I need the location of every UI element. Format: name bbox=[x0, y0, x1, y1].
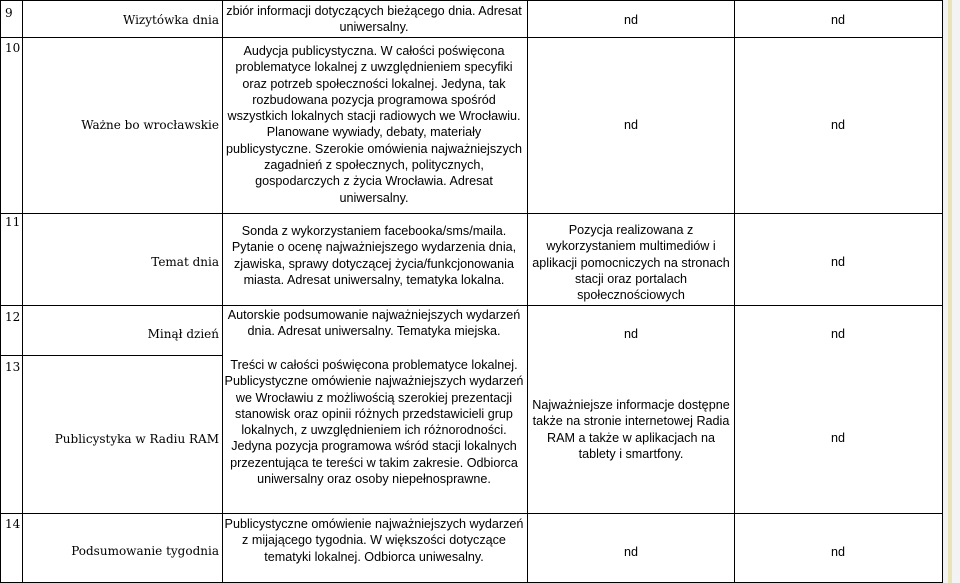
column-divider bbox=[22, 1, 23, 582]
program-description: zbiór informacji dotyczących bieżącego dnia. Adresat uniwersalny. bbox=[226, 4, 522, 35]
program-description: Publicystyczne omówienie najważniejszych wydarzeń z mijającego tygodnia. W większości dotyczące tematyki lokalnej. Odbiorca uniwesalny. bbox=[224, 517, 524, 564]
program-description: Autorskie podsumowanie najważniejszych wydarzeń dnia. Adresat uniwersalny. Tematyka miejska. bbox=[227, 308, 521, 339]
program-name: Ważne bo wrocławskie bbox=[81, 118, 219, 132]
multimedia-cell: Najważniejsze informacje dostępne także na stronie internetowej Radia RAM a także w aplikacjach na tablety i smartfony. bbox=[532, 398, 730, 461]
row-number: 14 bbox=[5, 517, 21, 531]
page-edge bbox=[943, 0, 960, 583]
row-divider bbox=[1, 37, 942, 38]
program-name: Minął dzień bbox=[147, 327, 219, 341]
extra-cell: nd bbox=[830, 118, 845, 132]
extra-cell: nd bbox=[830, 255, 845, 269]
row-divider bbox=[1, 355, 222, 356]
multimedia-cell: nd bbox=[623, 327, 638, 341]
program-description: Treści w całości poświęcona problematyce lokalnej. Publicystyczne omówienie najważniejszych wydarzeń we Wrocławiu z możliwością szerokiej prezentacji stanowisk oraz opinii różnych przedstawicieli grup lokalnych, z uwzględnieniem ich różnorodności. Jedyna pozycja programowa wśród stacji lokalnych przezentująca te tereści w takim zakresie. Odbiorca uniwersalny oraz osoby niepełnosprawne. bbox=[224, 358, 524, 487]
row-divider bbox=[1, 213, 942, 214]
extra-cell: nd bbox=[830, 545, 845, 559]
row-number: 13 bbox=[5, 360, 21, 374]
program-description: Audycja publicystyczna. W całości poświęcona problematyce lokalnej z uwzględnieniem specyfiki oraz potrzeb społeczności lokalnej. Jedyna, tak rozbudowana pozycja programowa spośród wszystkich lokalnych stacji radiowych we Wrocławiu. Planowane wywiady, debaty, materiały publicystyczne. Szerokie omówienia najważniejszych zagadnień z społecznych, politycznych, gospodarczych z życia Wrocławia. Adresat uniwersalny. bbox=[225, 44, 523, 205]
extra-cell: nd bbox=[830, 431, 845, 445]
multimedia-cell: nd bbox=[623, 118, 638, 132]
extra-cell: nd bbox=[830, 13, 845, 27]
multimedia-cell: Pozycja realizowana z wykorzystaniem multimediów i aplikacji pomocniczych na stronach stacji oraz portalach społecznościowych bbox=[532, 223, 730, 303]
multimedia-cell: nd bbox=[623, 545, 638, 559]
program-name: Podsumowanie tygodnia bbox=[71, 544, 219, 558]
row-divider bbox=[1, 513, 942, 514]
column-divider bbox=[527, 1, 528, 582]
column-divider bbox=[734, 1, 735, 582]
extra-cell: nd bbox=[830, 327, 845, 341]
row-number: 12 bbox=[5, 310, 21, 324]
multimedia-cell: nd bbox=[623, 13, 638, 27]
row-number: 11 bbox=[5, 215, 21, 229]
row-number: 10 bbox=[5, 41, 21, 55]
row-number: 9 bbox=[5, 6, 13, 20]
program-name: Wizytówka dnia bbox=[122, 13, 219, 27]
program-name: Publicystyka w Radiu RAM bbox=[54, 432, 219, 446]
program-description: Sonda z wykorzystaniem facebooka/sms/maila. Pytanie o ocenę najważniejszego wydarzenia dnia, zjawiska, sprawy dotyczącej życia/funkcjonowania miasta. Adresat uniwersalny, tematyka lokalna. bbox=[231, 224, 517, 287]
row-divider bbox=[1, 305, 942, 306]
program-name: Temat dnia bbox=[151, 255, 219, 269]
